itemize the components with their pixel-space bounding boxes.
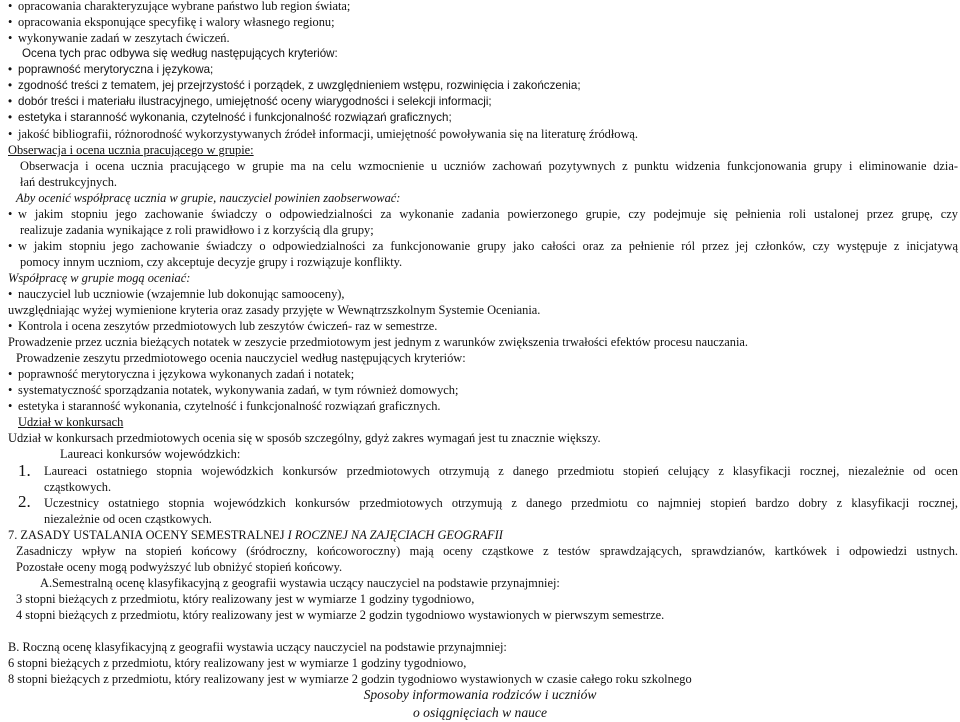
bullet-item: • nauczyciel lub uczniowie (wzajemnie lub dokonując samooceny), xyxy=(8,286,345,302)
bullet-item: • w jakim stopniu jego zachowanie świadczy o odpowiedzialności za funkcjonowanie grupy jako całości oraz za pełnienie ról przez jej członków, czy występuje z inicjatywą xyxy=(8,238,958,254)
bullet-item: • Kontrola i ocena zeszytów przedmiotowych lub zeszytów ćwiczeń- raz w semestrze. xyxy=(8,318,437,334)
footer-heading: Sposoby informowania rodziców i uczniów xyxy=(363,687,597,702)
bullet-item: • opracowania charakteryzujące wybrane państwo lub region świata; xyxy=(8,0,350,14)
paragraph-line: A.Semestralną ocenę klasyfikacyjną z geografii wystawia uczący nauczyciel na podstawie przynajmniej: xyxy=(40,576,560,590)
bullet-item: • estetyka i staranność wykonania, czytelność i funkcjonalność rozwiązań graficznych. xyxy=(8,398,441,414)
paragraph-line: Zasadniczy wpływ na stopień końcowy (śródroczny, końcoworoczny) mają oceny cząstkowe z testów sprawdzających, sprawdzianów, kartkówek i odpowiedzi ustnych. xyxy=(16,544,958,558)
numbered-item: Laureaci ostatniego stopnia wojewódzkich konkursów przedmiotowych otrzymują z danego przedmiotu stopień celujący z klasyfikacji rocznej, niezależnie od ocen xyxy=(44,464,958,478)
bullet-item: • poprawność merytoryczna i językowa wykonanych zadań i notatek; xyxy=(8,366,354,382)
bullet-item: • opracowania eksponujące specyfikę i walory własnego regionu; xyxy=(8,14,335,30)
footer-heading: o osiągnięciach w nauce xyxy=(412,705,548,720)
paragraph-line: 3 stopni bieżących z przedmiotu, który realizowany jest w wymiarze 1 godziny tygodniowo, xyxy=(16,592,475,606)
section-heading-contests: Udział w konkursach xyxy=(18,415,124,429)
paragraph-line: Laureaci konkursów wojewódzkich: xyxy=(60,447,241,461)
bullet-item: • w jakim stopniu jego zachowanie świadczy o odpowiedzialności za wykonanie zadania powierzonego grupie, czy podejmuje się pełnienia roli ustalonej przez grupę, czy xyxy=(8,206,958,222)
section-heading-group-work: Obserwacja i ocena ucznia pracującego w grupie: xyxy=(8,143,254,157)
italic-heading: Współpracę w grupie mogą oceniać: xyxy=(8,271,191,285)
bullet-item: • dobór treści i materiału ilustracyjnego, umiejętność oceny wiarygodności i selekcji informacji; xyxy=(8,94,492,110)
bullet-item: • zgodność treści z tematem, jej przejrzystość i porządek, z uwzględnieniem wstępu, rozwinięcia i zakończenia; xyxy=(8,78,581,94)
bullet-item: • wykonywanie zadań w zeszytach ćwiczeń. xyxy=(8,30,230,46)
paragraph-line: Pozostałe oceny mogą podwyższyć lub obniżyć stopień końcowy. xyxy=(16,560,343,574)
list-number: 1. xyxy=(18,461,31,480)
paragraph-line: 8 stopni bieżących z przedmiotu, który realizowany jest w wymiarze 2 godzin tygodniowo wystawionych w czasie całego roku szkolnego xyxy=(8,672,692,686)
numbered-item: Uczestnicy ostatniego stopnia wojewódzkich konkursów przedmiotowych otrzymują z danego przedmiotu co najmniej stopień bardzo dobry z klasyfikacji rocznej, xyxy=(44,496,958,510)
paragraph-line: Prowadzenie zeszytu przedmiotowego ocenia nauczyciel według następujących kryteriów: xyxy=(16,351,466,365)
numbered-item-continuation: cząstkowych. xyxy=(44,480,112,494)
paragraph-line: łań destrukcyjnych. xyxy=(20,175,118,189)
bullet-item: • jakość bibliografii, różnorodność wykorzystywanych źródeł informacji, umiejętność powoływania się na literaturę źródłową. xyxy=(8,126,638,142)
paragraph-line: uwzględniając wyżej wymienione kryteria oraz zasady przyjęte w Wewnątrzszkolnym Systemie Oceniania. xyxy=(8,303,541,317)
section-heading-part-italic: I ROCZNEJ NA ZAJĘCIACH GEOGRAFII xyxy=(287,528,503,542)
section-heading-part: 7. ZASADY USTALANIA OCENY SEMESTRALNEJ xyxy=(8,528,288,542)
paragraph-line: 4 stopni bieżących z przedmiotu, który realizowany jest w wymiarze 2 godzin tygodniowo wystawionych w pierwszym semestrze. xyxy=(16,608,665,622)
paragraph-line: Udział w konkursach przedmiotowych ocenia się w sposób szczególny, gdyż zakres wymagań jest tu znacznie większy. xyxy=(8,431,601,445)
bullet-item: • systematyczność sporządzania notatek, wykonywania zadań, w tym również domowych; xyxy=(8,382,458,398)
criteria-intro: Ocena tych prac odbywa się według następujących kryteriów: xyxy=(22,47,338,60)
paragraph-line: Prowadzenie przez ucznia bieżących notatek w zeszycie przedmiotowym jest jednym z warunków zwiększenia trwałości efektów procesu nauczania. xyxy=(8,335,749,349)
section-heading-grading xyxy=(8,527,503,543)
italic-heading: Aby ocenić współpracę ucznia w grupie, nauczyciel powinien zaobserwować: xyxy=(16,191,401,205)
bullet-item: • poprawność merytoryczna i językowa; xyxy=(8,62,213,78)
paragraph-line: Obserwacja i ocena ucznia pracującego w grupie ma na celu wzmocnienie u uczniów zachowań pozytywnych z punktu widzenia funkcjonowania grupy i eliminowanie dzia- xyxy=(20,159,958,173)
bullet-item: • estetyka i staranność wykonania, czytelność i funkcjonalność rozwiązań graficznych; xyxy=(8,110,452,126)
list-number: 2. xyxy=(18,492,31,511)
numbered-item-continuation: niezależnie od ocen cząstkowych. xyxy=(44,512,212,526)
paragraph-line: 6 stopni bieżących z przedmiotu, który realizowany jest w wymiarze 1 godziny tygodniowo, xyxy=(8,656,467,670)
bullet-continuation: realizuje zadania wynikające z roli prawidłowo i z korzyścią dla grupy; xyxy=(20,223,374,237)
paragraph-line: B. Roczną ocenę klasyfikacyjną z geografii wystawia uczący nauczyciel na podstawie przynajmniej: xyxy=(8,640,507,654)
bullet-continuation: pomocy innym uczniom, czy akceptuje decyzje grupy i rozwiązuje konflikty. xyxy=(20,255,403,269)
